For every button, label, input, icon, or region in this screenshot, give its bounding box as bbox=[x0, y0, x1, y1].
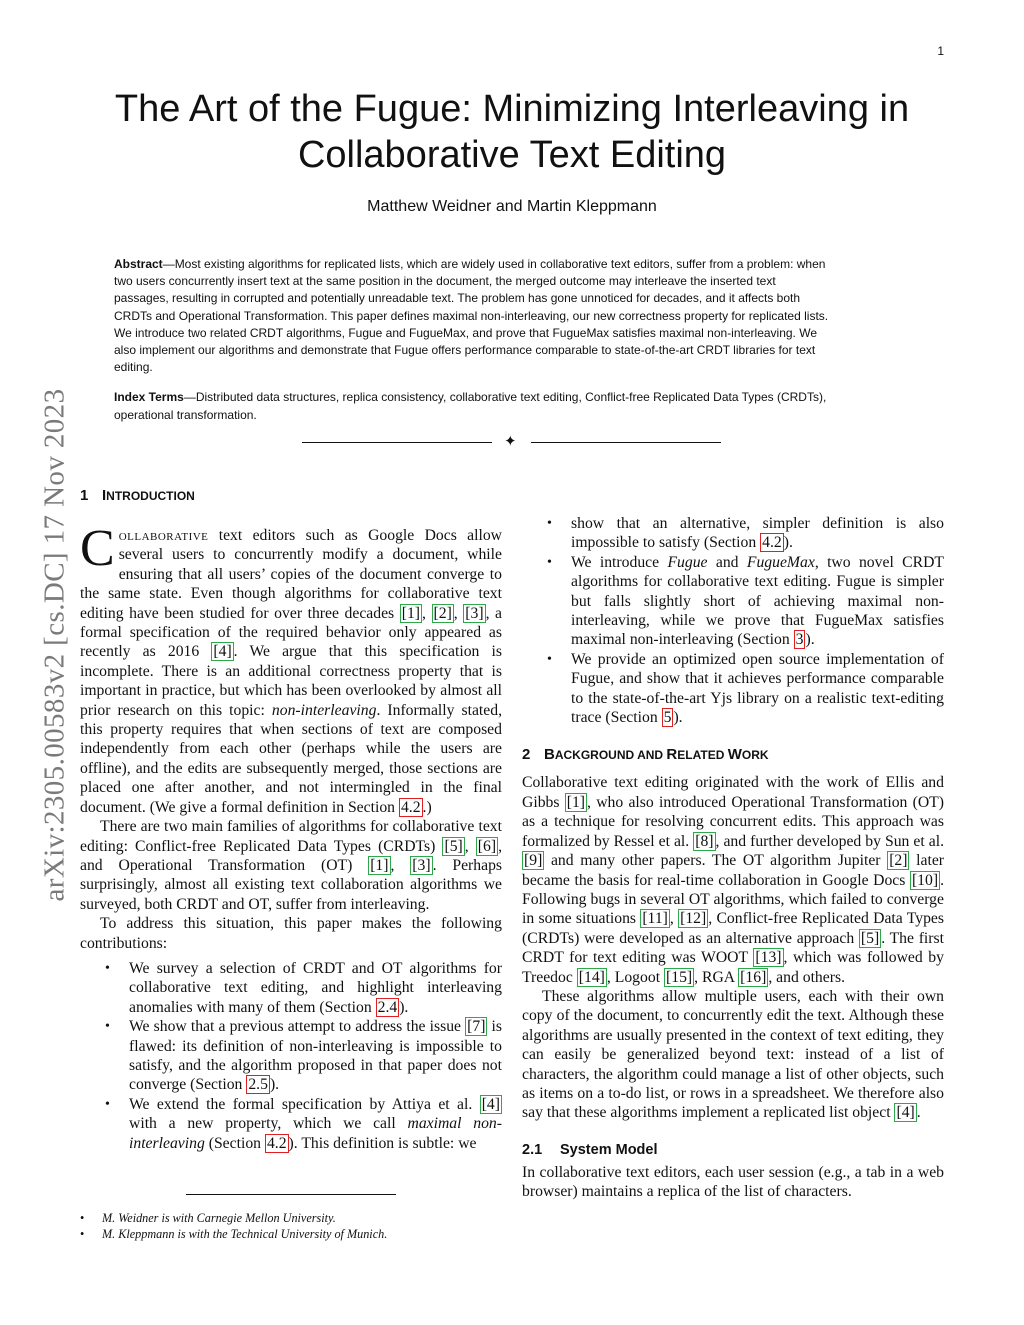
abstract-label: Abstract bbox=[114, 257, 163, 271]
heading-initial: I bbox=[102, 487, 107, 504]
index-terms-line bbox=[114, 389, 924, 406]
footnote: • M. Kleppmann is with the Technical University of Munich. bbox=[80, 1226, 500, 1242]
heading-text: ORK bbox=[741, 748, 769, 763]
citation-link[interactable]: [16] bbox=[740, 968, 767, 986]
citation-link[interactable]: [7] bbox=[467, 1018, 486, 1036]
text-run: We show that a previous attempt to address the issue bbox=[129, 1018, 466, 1036]
citation-link[interactable]: [14] bbox=[578, 968, 605, 986]
text-run: and many other papers. The OT algorithm Jupiter bbox=[544, 852, 888, 870]
text-run: with a new property, which we call bbox=[129, 1115, 408, 1133]
system-model-paragraph: In collaborative text editors, each user session (e.g., a tab in a web browser) maintains a replica of the list of characters. bbox=[522, 1163, 944, 1201]
heading-initial: R bbox=[666, 746, 678, 764]
abstract-line: also implement our algorithms and demonstrate that Fugue offers performance comparable to state-of-the-art CRDT libraries for text bbox=[114, 343, 816, 358]
text-run: later became the basis for real-time collaboration in Google Docs bbox=[522, 852, 945, 889]
abstract-line: editing. bbox=[114, 360, 153, 375]
text-run: ). This definition is subtle: we bbox=[288, 1134, 477, 1152]
section-number: 1 bbox=[80, 487, 89, 504]
text-run: , RGA bbox=[694, 968, 739, 986]
text-run: We introduce bbox=[571, 553, 668, 571]
heading-text: NTRODUCTION bbox=[106, 489, 195, 503]
text-run: , two novel CRDT algorithms for collaborative text editing. Fugue is simpler but falls slightly short of achieving maximal non-interleaving, while we prove that FugueMax satisfies maximal non-interleaving (Section bbox=[571, 553, 944, 649]
text-run: . bbox=[916, 1104, 921, 1122]
index-terms-label: Index Terms bbox=[114, 390, 184, 405]
text-run: , bbox=[669, 910, 679, 928]
text-run: . Following bugs in several OT algorithms, which failed to converge in some situations bbox=[522, 871, 944, 928]
text-run: .) bbox=[422, 798, 432, 816]
section-2-heading bbox=[522, 745, 944, 773]
list-item-continuation bbox=[522, 514, 944, 553]
background-paragraph-1 bbox=[522, 773, 944, 986]
text-run: (Section bbox=[204, 1134, 265, 1152]
abstract-line bbox=[114, 256, 924, 273]
text-run: , bbox=[390, 856, 411, 874]
page-number: 1 bbox=[937, 44, 944, 58]
footnotes bbox=[80, 1210, 500, 1242]
contributions-list-continued bbox=[522, 514, 944, 727]
citation-link[interactable]: [4] bbox=[896, 1104, 915, 1122]
emphasis: maximal non-interleaving bbox=[129, 1115, 503, 1152]
background-paragraph-2 bbox=[522, 987, 944, 1123]
citation-link[interactable]: [8] bbox=[695, 832, 714, 850]
citation-link[interactable]: [13] bbox=[755, 949, 782, 967]
emphasis: FugueMax bbox=[746, 553, 815, 571]
section-reference-link[interactable]: 4.2 bbox=[400, 798, 421, 816]
abstract-text: —Most existing algorithms for replicated lists, which are widely used in collaborative text editors, suffer from a problem: when bbox=[162, 257, 826, 271]
list-item bbox=[80, 1017, 502, 1095]
text-run: , bbox=[422, 604, 432, 622]
citation-link[interactable]: [4] bbox=[213, 643, 232, 661]
text-run: , Logoot bbox=[606, 968, 664, 986]
text-run: We survey a selection of CRDT and OT algorithms for collaborative text editing, and highlight interleaving anomalies with many of them (Section bbox=[129, 959, 502, 1016]
drop-cap: C bbox=[80, 520, 115, 577]
abstract-line: two users concurrently insert text at the same position in the document, the merged outcome may interleave the inserted text bbox=[114, 274, 776, 289]
text-run: ). bbox=[673, 709, 683, 727]
divider-rule-right bbox=[531, 442, 721, 443]
text-run: , which was followed by Treedoc bbox=[522, 949, 944, 986]
section-reference-link[interactable]: 4.2 bbox=[266, 1134, 287, 1152]
paper-title-line-2: Collaborative Text Editing bbox=[297, 134, 727, 176]
citation-link[interactable]: [3] bbox=[465, 604, 484, 622]
citation-link[interactable]: [1] bbox=[401, 604, 421, 622]
citation-link[interactable]: [2] bbox=[433, 604, 452, 622]
divider-diamond-icon: ✦ bbox=[504, 432, 517, 450]
title-block bbox=[80, 86, 944, 216]
abstract-line: We introduce two related CRDT algorithms, Fugue and FugueMax, and prove that FugueMax satisfies maximal non-interleaving. We bbox=[114, 325, 818, 340]
index-terms-line: operational transformation. bbox=[114, 407, 257, 422]
text-run: , and further developed by Sun et al. bbox=[715, 832, 944, 850]
list-item bbox=[522, 553, 944, 650]
list-item bbox=[80, 959, 502, 1017]
intro-paragraph-1 bbox=[80, 520, 503, 817]
heading-initial: W bbox=[727, 746, 742, 764]
index-terms bbox=[114, 389, 924, 423]
text-run: , Conflict-free Replicated Data Types (CRDTs) were developed as an alternative approach bbox=[522, 910, 944, 947]
section-1-heading bbox=[80, 486, 502, 526]
citation-link[interactable]: [9] bbox=[524, 852, 543, 870]
heading-text: ACKGROUND AND bbox=[554, 748, 667, 763]
citation-link[interactable]: [3] bbox=[412, 856, 431, 874]
subsection-title: System Model bbox=[560, 1141, 658, 1158]
text-run: and bbox=[707, 553, 747, 571]
text-run: ). bbox=[783, 534, 793, 552]
intro-paragraph-2 bbox=[80, 817, 502, 914]
heading-initial: B bbox=[544, 746, 555, 764]
text-run: , bbox=[464, 837, 476, 855]
section-reference-link[interactable]: 2.4 bbox=[377, 998, 398, 1016]
text-run: , bbox=[453, 604, 464, 622]
text-run: show that an alternative, simpler definition is also impossible to satisfy (Section bbox=[571, 515, 944, 552]
small-caps-text: ollaborative bbox=[118, 527, 209, 544]
citation-link[interactable]: [5] bbox=[860, 929, 880, 947]
footnote: • M. Weidner is with Carnegie Mellon University. bbox=[80, 1210, 500, 1226]
text-run: text editors such as Google Docs allow several users to concurrently modify a document, while ensuring that all users’ copies of the document converge to the same state. Even though algorithms for collaborative text editing have been studied for over three decades bbox=[80, 527, 502, 622]
text-run: . Informally stated, this property requires that when sections of text are composed independently from each other (perhaps while the users are offline), and the edits are subsequently merged, those sections are placed one after another, and not intermingled in the final document. (We give a formal definition in Section bbox=[80, 701, 502, 816]
citation-link[interactable]: [2] bbox=[889, 852, 908, 870]
citation-link[interactable]: [15] bbox=[666, 968, 693, 986]
citation-link[interactable]: [10] bbox=[911, 871, 939, 889]
citation-link[interactable]: [11] bbox=[642, 910, 668, 928]
paper-title-line-1: The Art of the Fugue: Minimizing Interleaving in bbox=[114, 88, 910, 130]
emphasis: Fugue bbox=[667, 553, 708, 571]
abstract bbox=[114, 256, 924, 424]
text-run: Collaborative text editing originated with the work of Ellis and Gibbs bbox=[522, 774, 944, 811]
divider-rule-left bbox=[302, 442, 492, 443]
text-run: These algorithms allow multiple users, each with their own copy of the document, to concurrently edit the text. Although these algorithms are usually presented in the context of text editing, they can easily be generalized beyond text: instead of a list of characters, the algorithm could manage a list of other objects, such as items on a to-do list, or rows in a spreadsheet. We therefore also say that these algorithms implement a replicated list object bbox=[522, 987, 944, 1122]
text-run: ). bbox=[399, 998, 409, 1016]
subsection-2-1-heading bbox=[522, 1141, 944, 1163]
heading-text: ELATED bbox=[677, 748, 728, 763]
section-number: 2 bbox=[522, 746, 531, 764]
subsection-number: 2.1 bbox=[522, 1141, 543, 1158]
text-run: , and Operational Transformation (OT) bbox=[80, 837, 503, 874]
citation-link[interactable]: [5] bbox=[444, 837, 463, 855]
contributions-list bbox=[80, 959, 502, 1153]
text-run: . We argue that this specification is incomplete. There is an additional correctness property that is important in practice, but which has been overlooked by almost all prior research on this topic: bbox=[80, 643, 502, 719]
emphasis: non-interleaving bbox=[271, 701, 377, 719]
citation-link[interactable]: [1] bbox=[566, 793, 586, 811]
citation-link[interactable]: [6] bbox=[477, 837, 497, 855]
left-column bbox=[80, 486, 502, 1153]
index-terms-text: —Distributed data structures, replica consistency, collaborative text editing, Conflict-free Replicated Data Types (CRDTs), bbox=[183, 390, 827, 405]
text-run: . Perhaps surprisingly, almost all existing text collaboration algorithms we surveyed, both CRDT and OT, suffer from interleaving. bbox=[80, 856, 503, 913]
citation-link[interactable]: [1] bbox=[370, 856, 389, 874]
section-reference-link[interactable]: 2.5 bbox=[248, 1076, 268, 1094]
text-run: ). bbox=[269, 1076, 280, 1094]
section-reference-link[interactable]: 4.2 bbox=[762, 534, 782, 552]
authors: Matthew Weidner and Martin Kleppmann bbox=[367, 198, 657, 215]
abstract-line: passages, resulting in corrupted and potentially unreadable text. The problem has gone unnoticed for decades, and it affects both bbox=[114, 291, 801, 306]
right-column bbox=[522, 514, 944, 1202]
citation-link[interactable]: [12] bbox=[680, 910, 707, 928]
text-run: We provide an optimized open source implementation of Fugue, and show that it achieves performance comparable to the state-of-the-art Yjs library on a realistic text-editing trace (Section bbox=[571, 650, 944, 727]
section-reference-link[interactable]: 3 bbox=[795, 631, 804, 649]
text-run: is flawed: its definition of non-interleaving is impossible to satisfy, and the algorithm proposed in that paper does not converge (Section bbox=[129, 1018, 502, 1094]
text-run: , who also introduced Operational Transformation (OT) as a technique for resolving concurrent edits. This approach was formalized by Ressel et al. bbox=[522, 793, 944, 850]
list-item bbox=[80, 1095, 502, 1153]
text-run: ). bbox=[805, 631, 815, 649]
text-run: , and others. bbox=[768, 968, 845, 986]
abstract-line: CRDTs and Operational Transformation. This paper defines maximal non-interleaving, our new correctness property for replicated lists. bbox=[114, 308, 829, 323]
text-run: There are two main families of algorithms for collaborative text editing: Conflict-free Replicated Data Types (CRDTs) bbox=[80, 818, 502, 855]
citation-link[interactable]: [4] bbox=[481, 1095, 500, 1113]
footnote-rule bbox=[186, 1194, 396, 1195]
text-run: We extend the formal specification by Attiya et al. bbox=[129, 1095, 480, 1113]
section-reference-link[interactable]: 5 bbox=[663, 709, 672, 727]
arxiv-identifier-stamp: arXiv:2305.00583v2 [cs.DC] 17 Nov 2023 bbox=[38, 388, 71, 902]
text-run: . The first CRDT for text editing was WOOT bbox=[522, 929, 944, 967]
intro-paragraph-3: To address this situation, this paper makes the following contributions: bbox=[80, 915, 502, 952]
list-item bbox=[522, 650, 944, 728]
text-run: , a formal specification of the required behavior only appeared as recently as 2016 bbox=[80, 604, 503, 661]
